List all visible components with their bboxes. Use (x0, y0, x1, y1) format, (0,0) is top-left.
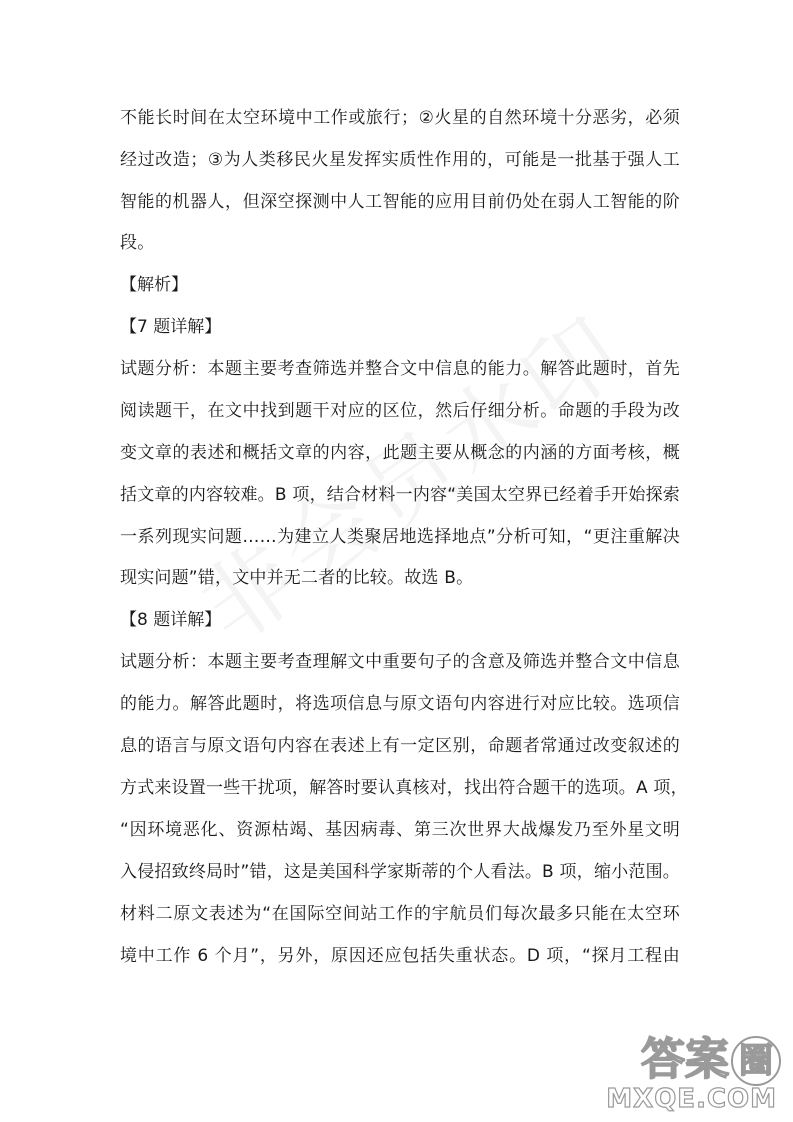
logo-char: 案 (685, 1034, 729, 1085)
site-logo (601, 1036, 781, 1114)
logo-char-circled: 圈 (731, 1036, 781, 1086)
text-line: 段。 (120, 233, 155, 253)
text-line: 试题分析：本题主要考查筛选并整合文中信息的能力。解答此题时，首先 (120, 359, 680, 379)
text-line: 阅读题干，在文中找到题干对应的区位，然后仔细分析。命题的手段为改 (120, 401, 680, 421)
logo-url: MXQE.COM (606, 1084, 777, 1114)
text-line: 方式来设置一些干扰项，解答时要认真核对，找出符合题干的选项。A 项， (120, 778, 688, 798)
text-line: 一系列现实问题……为建立人类聚居地选择地点”分析可知，“更注重解决 (120, 527, 680, 547)
text-line: 的能力。解答此题时，将选项信息与原文语句内容进行对应比较。选项信 (120, 694, 680, 714)
text-line: 入侵招致终局时”错，这是美国科学家斯蒂的个人看法。B 项，缩小范围。 (120, 862, 680, 882)
section-heading-q7: 【7 题详解】 (120, 317, 222, 337)
section-heading-analysis: 【解析】 (120, 275, 188, 295)
text-line: 经过改造；③为人类移民火星发挥实质性作用的，可能是一批基于强人工 (120, 150, 680, 170)
logo-char: 答 (641, 1034, 685, 1085)
text-line: “因环境恶化、资源枯竭、基因病毒、第三次世界大战爆发乃至外星文明 (120, 820, 680, 840)
text-line: 现实问题”错，文中并无二者的比较。故选 B。 (120, 568, 474, 588)
watermark-text (170, 279, 647, 668)
text-line: 息的语言与原文语句内容在表述上有一定区别，命题者常通过改变叙述的 (120, 736, 680, 756)
text-line: 境中工作 6 个月”，另外，原因还应包括失重状态。D 项，“探月工程由 (120, 946, 680, 966)
text-line: 变文章的表述和概括文章的内容，此题主要从概念的内涵的方面考核，概 (120, 443, 680, 463)
text-line: 不能长时间在太空环境中工作或旅行；②火星的自然环境十分恶劣，必须 (120, 108, 680, 128)
text-line: 试题分析：本题主要考查理解文中重要句子的含意及筛选并整合文中信息 (120, 652, 680, 672)
text-line: 材料二原文表述为“在国际空间站工作的宇航员们每次最多只能在太空环 (120, 904, 680, 924)
text-line: 括文章的内容较难。B 项，结合材料一内容“美国太空界已经着手开始探索 (120, 485, 680, 505)
text-line: 智能的机器人，但深空探测中人工智能的应用目前仍处在弱人工智能的阶 (120, 192, 680, 212)
logo-characters (641, 1036, 781, 1086)
section-heading-q8: 【8 题详解】 (120, 610, 222, 630)
